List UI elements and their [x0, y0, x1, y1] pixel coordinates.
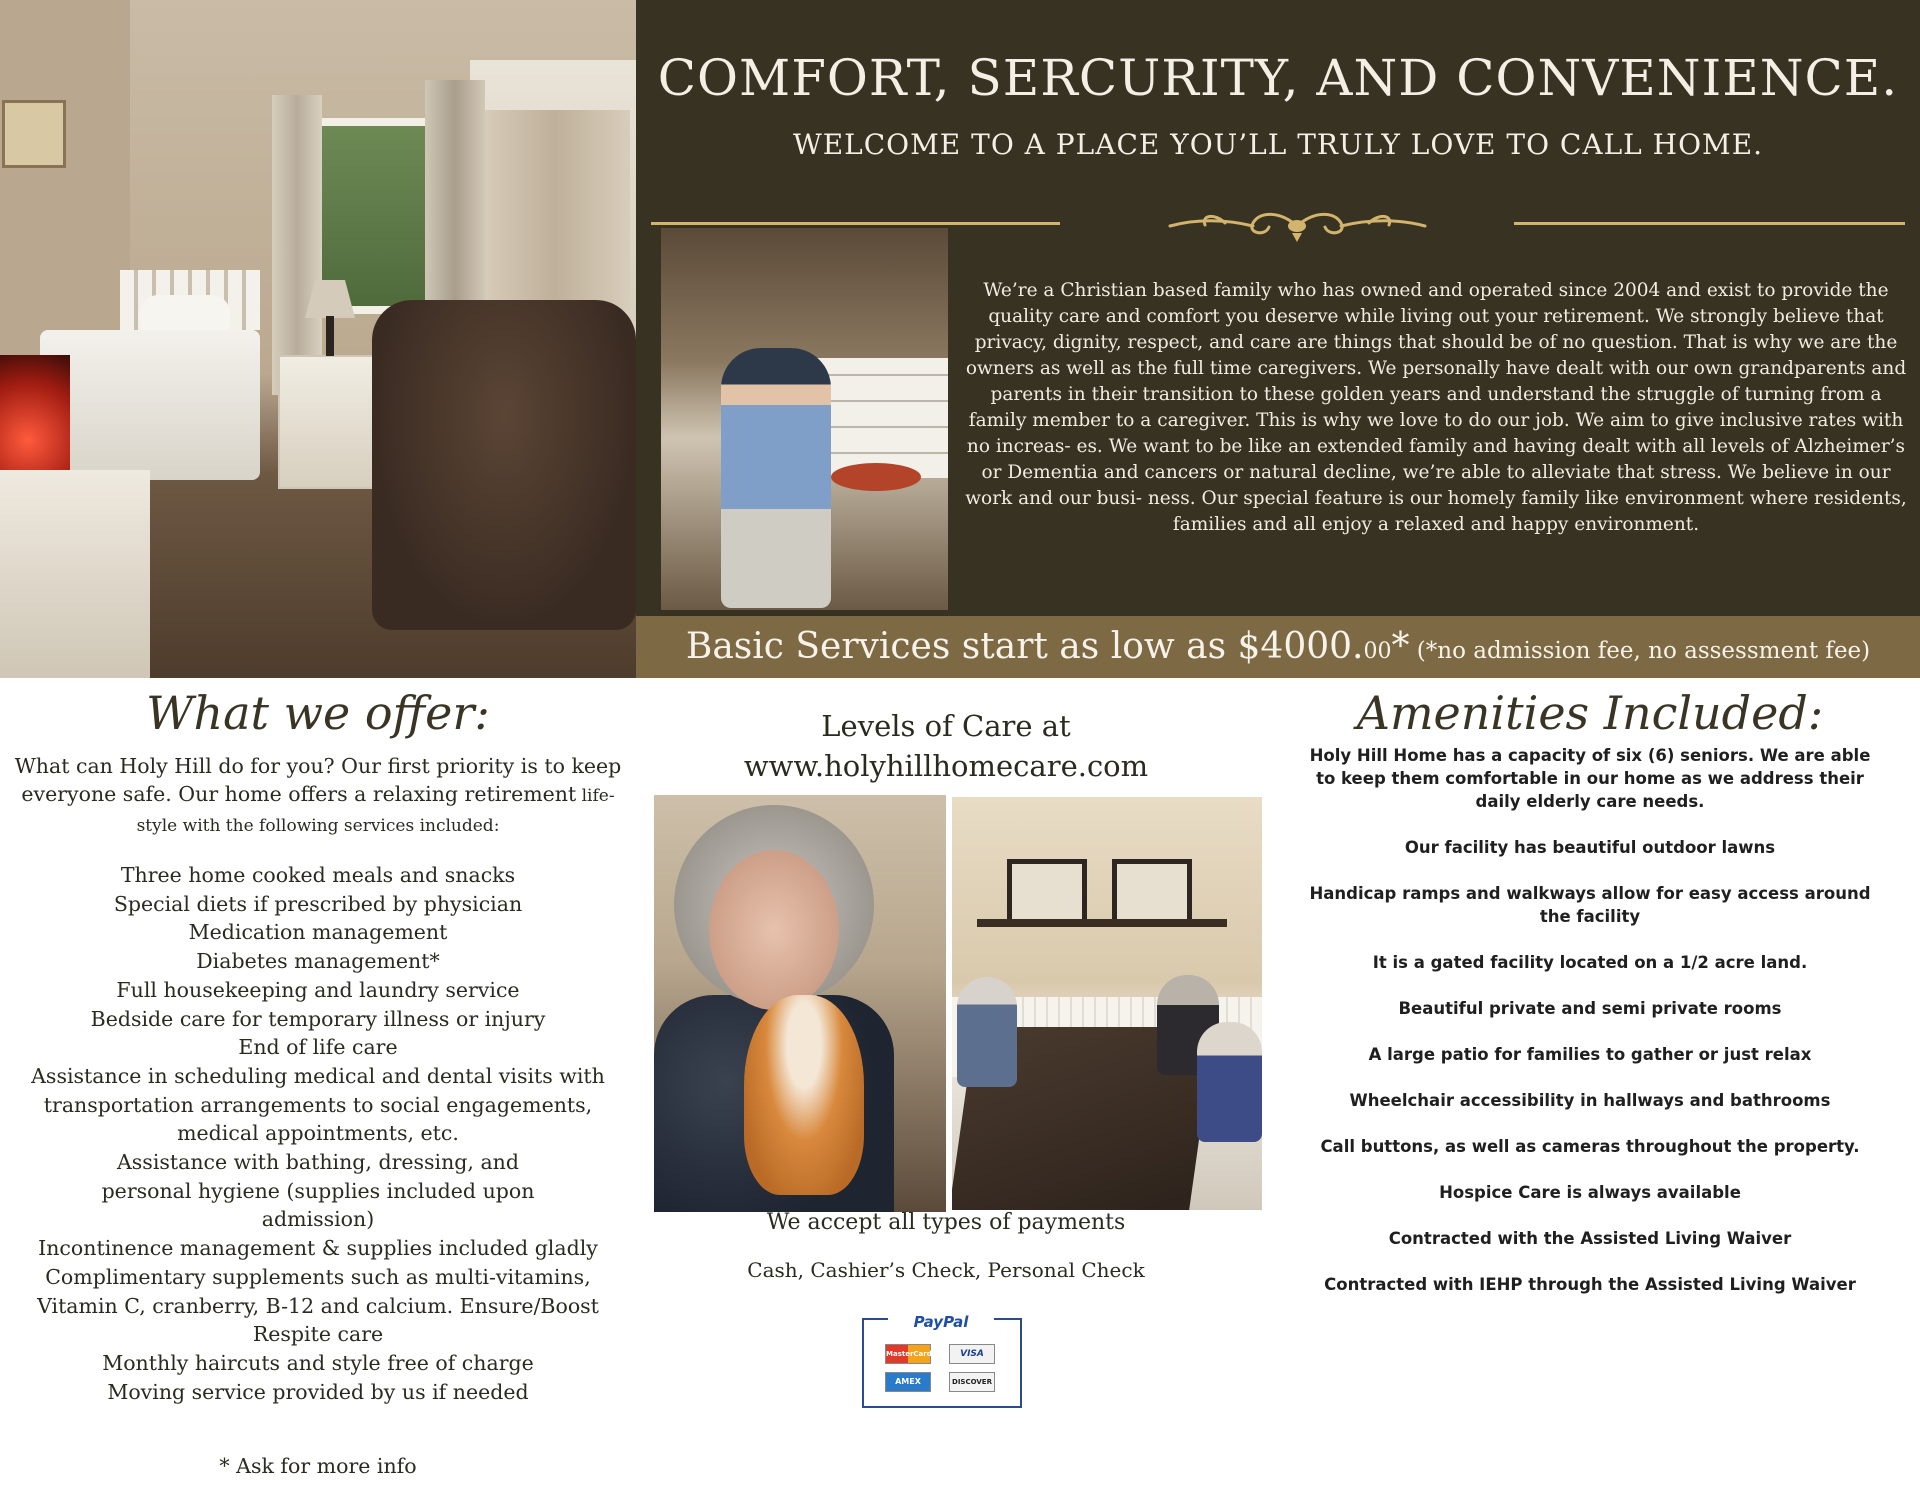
- list-item: End of life care: [238, 1035, 398, 1060]
- list-item: Three home cooked meals and snacks: [120, 863, 516, 887]
- list-item: A large patio for families to gather or just relax: [1368, 1045, 1812, 1064]
- discover-logo: DISCOVER: [949, 1372, 995, 1392]
- visa-logo: VISA: [949, 1344, 995, 1364]
- list-item: It is a gated facility located on a 1/2 acre land.: [1372, 953, 1808, 972]
- payment-types: Cash, Cashier’s Check, Personal Check: [747, 1258, 1145, 1282]
- price-main: Basic Services start as low as $4000.: [685, 626, 1364, 667]
- page-title: COMFORT, SERCURITY, AND CONVENIENCE.: [657, 49, 1899, 107]
- list-item: Holy Hill Home has a capacity of six (6) seniors. We are able to keep them comfortable in our home as we address their daily elderly care needs.: [1309, 746, 1871, 811]
- list-item: Assistance in scheduling medical and dental visits with transportation arrangements to social engagements, medical appointments, etc.: [31, 1063, 605, 1146]
- list-item: Assistance with bathing, dressing, and personal hygiene (supplies included upon admission): [101, 1150, 535, 1232]
- list-item: Contracted with the Assisted Living Waiver: [1388, 1229, 1792, 1248]
- list-item: Full housekeeping and laundry service: [116, 977, 520, 1002]
- price-asterisk: *: [1391, 626, 1410, 667]
- price-cents: 00: [1363, 639, 1392, 664]
- offer-heading: What we offer:: [146, 686, 490, 740]
- offer-intro-main: What can Holy Hill do for you? Our first priority is to keep everyone safe. Our home offers a relaxing retirement: [14, 754, 622, 806]
- bedroom-photo: [0, 0, 636, 678]
- list-item: Respite care: [252, 1322, 384, 1347]
- amenities-list: [1300, 744, 1880, 1319]
- flourish-ornament-icon: [1165, 209, 1430, 243]
- list-item: Our facility has beautiful outdoor lawns: [1404, 838, 1776, 857]
- website-link[interactable]: www.holyhillhomecare.com: [743, 749, 1149, 783]
- list-item: Moving service provided by us if needed: [107, 1379, 529, 1404]
- paypal-logo: PayPal: [888, 1312, 994, 1332]
- offer-intro-tail: life-style with the following services included:: [136, 786, 615, 836]
- levels-line-1: Levels of Care at: [821, 709, 1071, 743]
- list-item: Contracted with IEHP through the Assisted Living Waiver: [1324, 1275, 1856, 1294]
- list-item: Special diets if prescribed by physician: [113, 891, 523, 916]
- list-item: Complimentary supplements such as multi-vitamins, Vitamin C, cranberry, B-12 and calcium. Ensure/Boost: [37, 1264, 599, 1318]
- list-item: Hospice Care is always available: [1439, 1183, 1741, 1202]
- divider-line-right: [1514, 222, 1905, 225]
- list-item: Diabetes management*: [196, 949, 440, 974]
- price-note: (*no admission fee, no assessment fee): [1409, 638, 1871, 664]
- offer-footnote: * Ask for more info: [219, 1454, 417, 1478]
- list-item: Monthly haircuts and style free of charge: [102, 1350, 534, 1375]
- payments-heading: We accept all types of payments: [766, 1210, 1126, 1235]
- resident-with-cat-photo: [654, 795, 946, 1212]
- amex-logo: AMEX: [885, 1372, 931, 1392]
- list-item: Beautiful private and semi private rooms: [1398, 999, 1782, 1018]
- list-item: Incontinence management & supplies included gladly: [38, 1236, 598, 1261]
- list-item: Call buttons, as well as cameras throughout the property.: [1320, 1137, 1860, 1156]
- list-item: Bedside care for temporary illness or injury: [90, 1006, 546, 1031]
- amenities-heading: Amenities Included:: [1356, 686, 1824, 740]
- dining-room-photo: [952, 797, 1262, 1210]
- divider-line-left: [651, 222, 1060, 225]
- list-item: Handicap ramps and walkways allow for easy access around the facility: [1309, 884, 1871, 926]
- offer-intro: [10, 752, 626, 840]
- offer-list: [10, 861, 626, 1406]
- price-text: [636, 616, 1920, 678]
- about-paragraph: We’re a Christian based family who has owned and operated since 2004 and exist to provide the quality care and comfort you deserve while living out your retirement. We strongly believe that privacy, dignity, respect, and care are things that should be of no question. That is why we are the owners as well as the full time caregivers. We personally have dealt with our own grandparents and parents in their transition to these golden years and understand the struggle of turning from a family member to a caregiver. This is why we love to do our job. We aim to give inclusive rates with no increas- es. We want to be like an extended family and having dealt with all levels of Alzheimer’s or Dementia and cancers or natural decline, we’re able to alleviate that stress. We believe in our work and our busi- ness. Our special feature is our homely family like environment where residents, families and all enjoy a relaxed and happy environment.: [965, 280, 1907, 535]
- cooking-resident-photo: [661, 228, 948, 610]
- page-subtitle: WELCOME TO A PLACE YOU’LL TRULY LOVE TO CALL HOME.: [792, 128, 1764, 161]
- levels-of-care-heading: [646, 706, 1246, 786]
- list-item: Medication management: [188, 920, 448, 945]
- list-item: Wheelchair accessibility in hallways and bathrooms: [1349, 1091, 1831, 1110]
- mastercard-logo: MasterCard: [885, 1344, 931, 1364]
